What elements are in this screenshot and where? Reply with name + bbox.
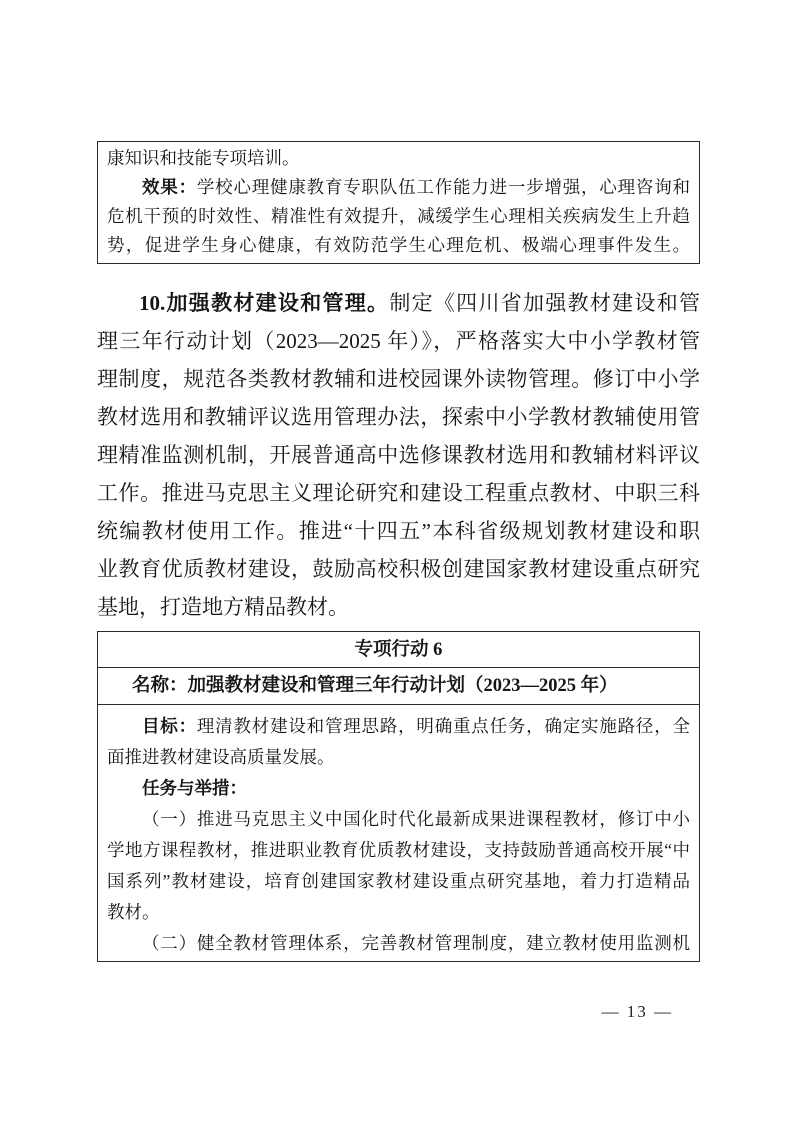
table-body-line: （二）健全教材管理体系，完善教材管理制度，建立教材使用监测机: [142, 933, 690, 953]
table-header-row: 专项行动 6: [98, 632, 699, 668]
effect-box-line: 势，促进学生身心健康，有效防范学生心理危机、极端心理事件发生。: [107, 235, 690, 255]
paragraph-line: 统编教材使用工作。推进“十四五”本科省级规划教材建设和职: [97, 519, 700, 543]
table-body-line: [107, 711, 690, 742]
goal-label: 目标：: [142, 716, 197, 736]
paragraph-line: 理三年行动计划（2023—2025 年）》，严格落实大中小学教材管: [97, 329, 700, 353]
tasks-label: 任务与举措：: [142, 778, 247, 798]
effect-box: [97, 141, 700, 264]
effect-box-line: [107, 173, 690, 202]
paragraph-line: [97, 284, 700, 322]
paragraph-line: 业教育优质教材建设，鼓励高校积极创建国家教材建设重点研究: [97, 557, 700, 581]
paragraph-item-10: [97, 284, 700, 626]
paragraph-line: 理精准监测机制，开展普通高中选修课教材选用和教辅材料评议: [97, 443, 700, 467]
effect-text: 学校心理健康教育专职队伍工作能力进一步增强，心理咨询和: [196, 177, 691, 197]
paragraph-text: 制定《四川省加强教材建设和管: [389, 291, 700, 315]
paragraph-line: 教材选用和教辅评议选用管理办法，探索中小学教材教辅使用管: [97, 405, 700, 429]
table-body-line: 学地方课程教材，推进职业教育优质教材建设，支持鼓励普通高校开展“中: [107, 840, 690, 860]
table-body-line: 国系列”教材建设，培育创建国家教材建设重点研究基地，着力打造精品: [107, 871, 690, 891]
table-body-line: 面推进教材建设高质量发展。: [107, 747, 335, 767]
page-number: — 13 —: [601, 1002, 673, 1021]
table-body-line: （一）推进马克思主义中国化时代化最新成果进课程教材，修订中小: [142, 809, 690, 829]
table-name-row: 名称：加强教材建设和管理三年行动计划（2023—2025 年）: [98, 668, 699, 705]
special-action-6-table: [97, 631, 700, 962]
effect-box-line: 危机干预的时效性、精准性有效提升，减缓学生心理相关疾病发生上升趋: [107, 206, 690, 226]
effect-box-line: 康知识和技能专项培训。: [107, 148, 300, 168]
paragraph-line: 工作。推进马克思主义理论研究和建设工程重点教材、中职三科: [97, 481, 700, 505]
table-body-row: [98, 705, 699, 961]
effect-label: 效果：: [142, 177, 197, 197]
table-body-line: 教材。: [107, 902, 160, 922]
paragraph-line: 基地，打造地方精品教材。: [97, 595, 349, 619]
item-10-title: 10.加强教材建设和管理。: [139, 291, 390, 315]
paragraph-line: 理制度，规范各类教材教辅和进校园课外读物管理。修订中小学: [97, 367, 700, 391]
goal-text: 理清教材建设和管理思路，明确重点任务，确定实施路径，全: [196, 716, 691, 736]
